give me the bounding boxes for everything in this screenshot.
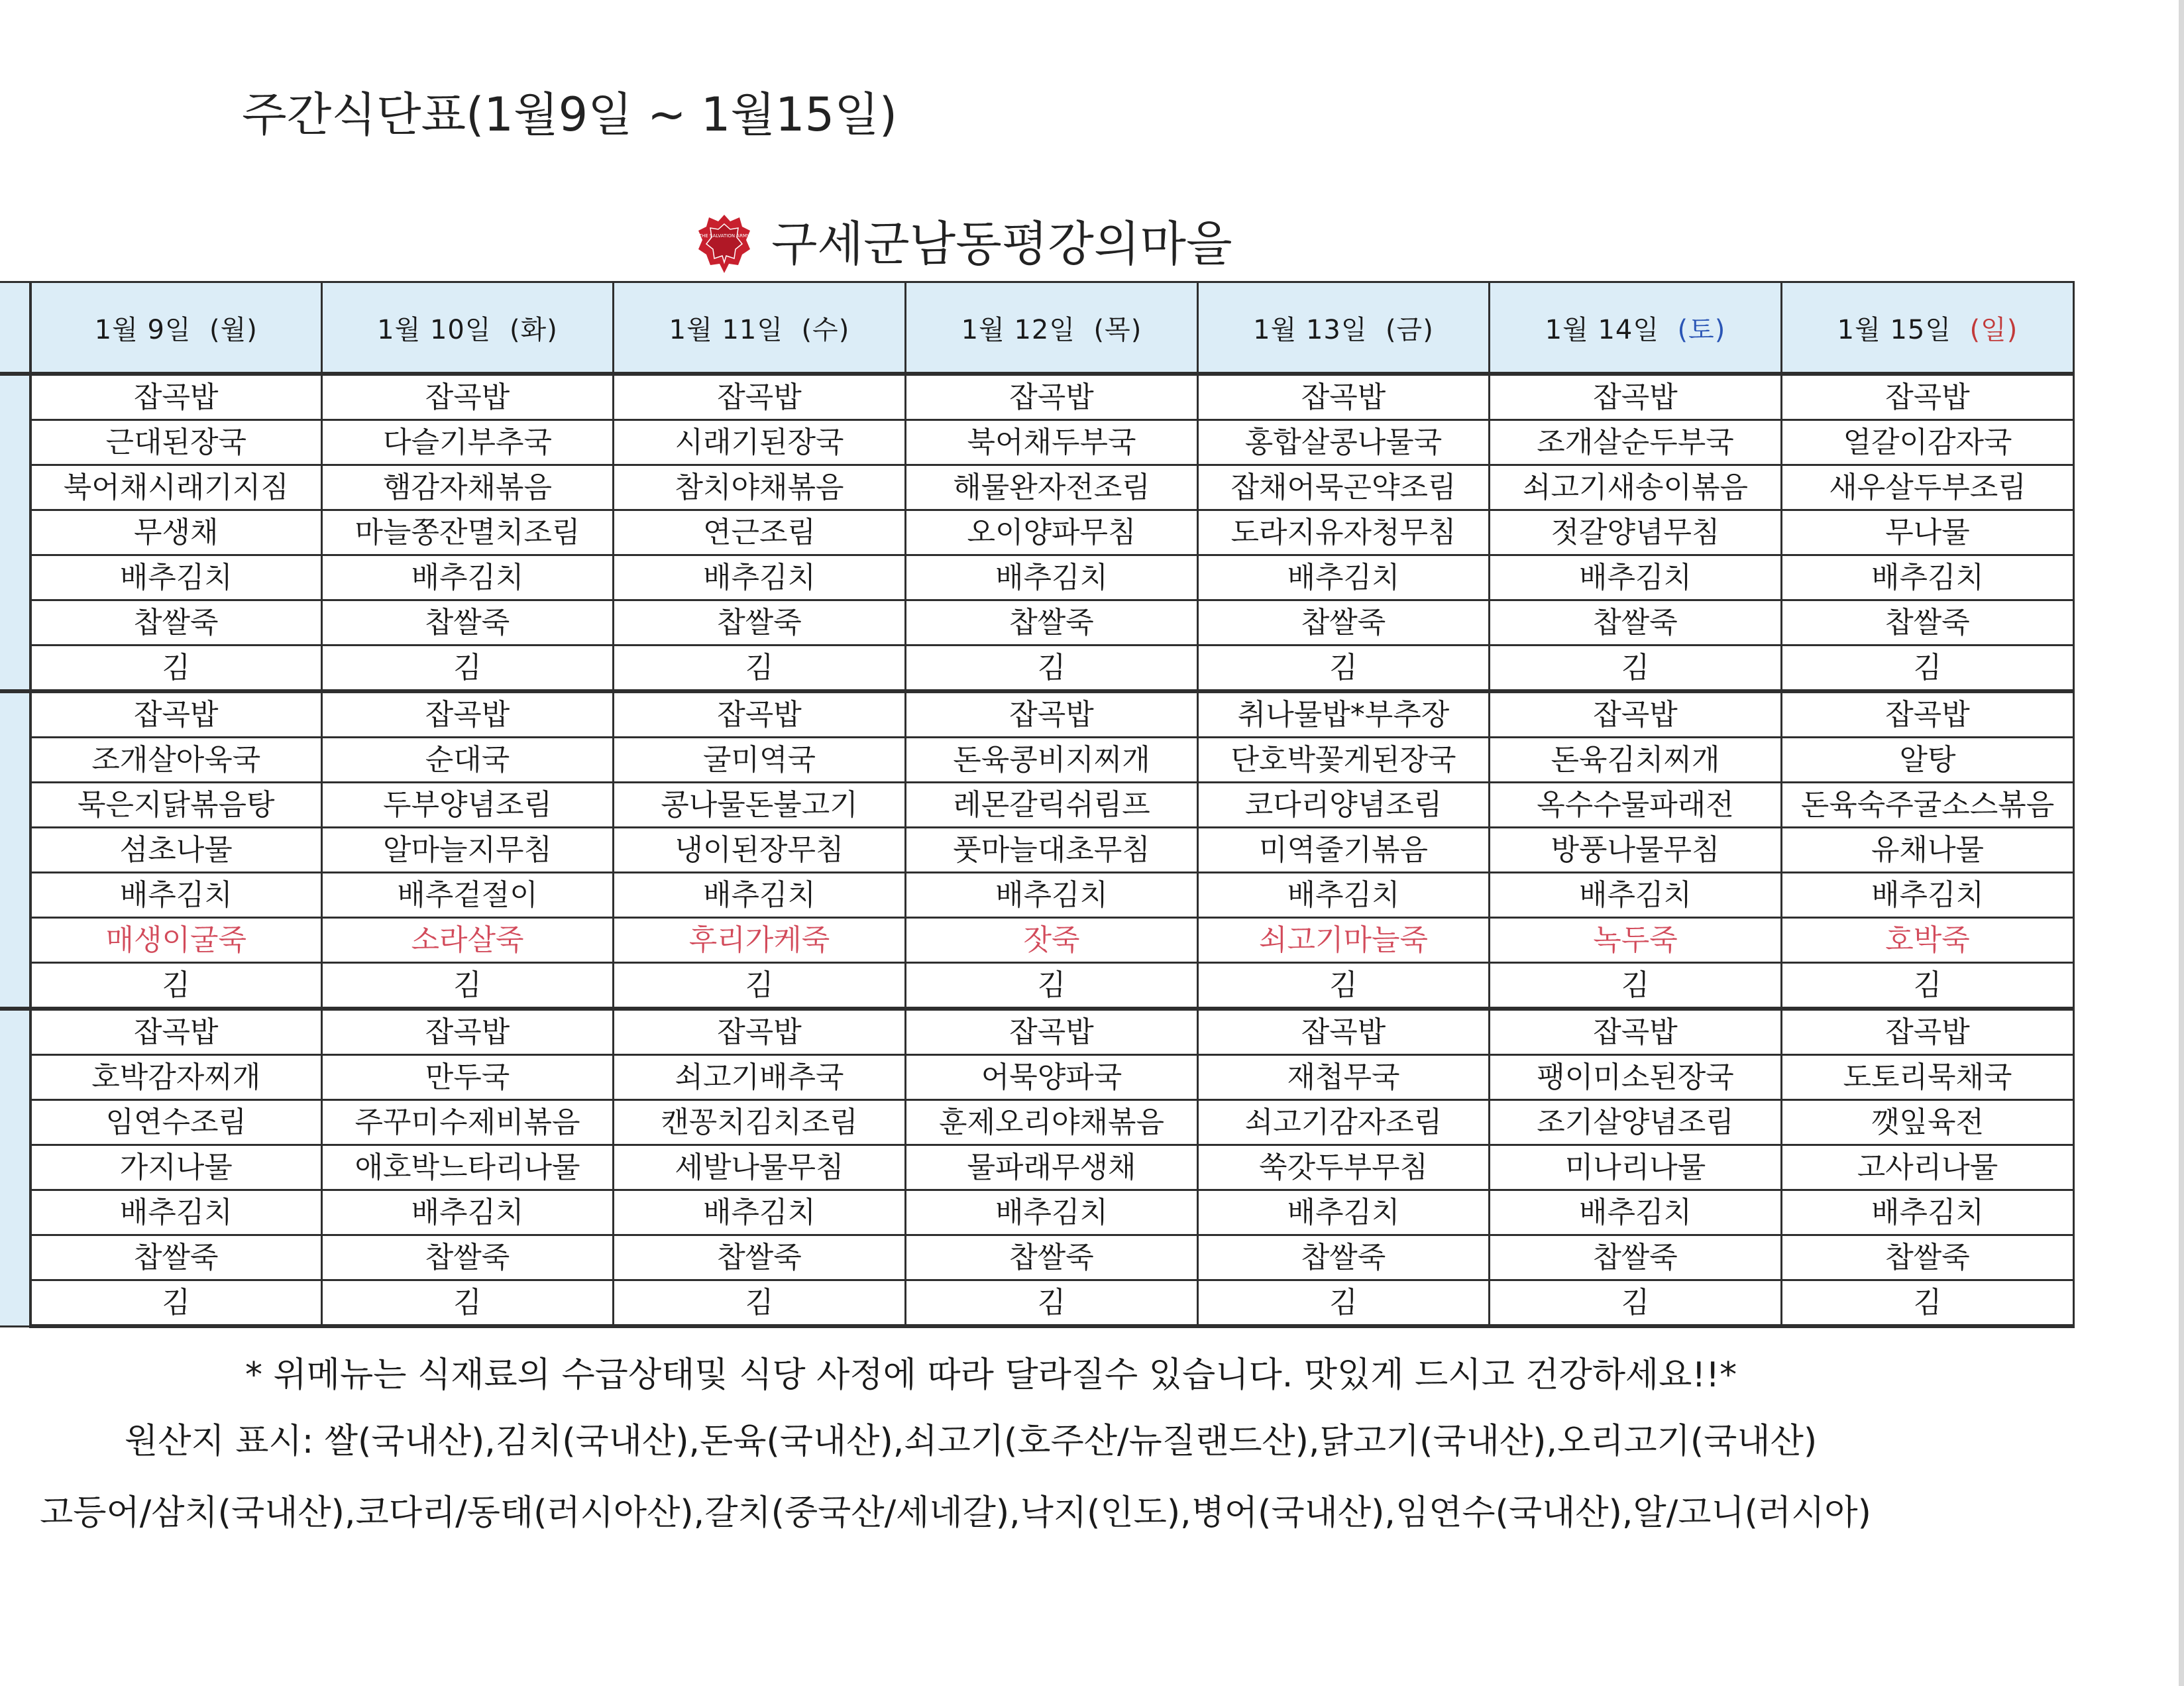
meal-label: [0, 691, 30, 1009]
menu-item: 김: [1782, 1280, 2074, 1327]
day-header: 1월 15일 (일): [1782, 282, 2074, 374]
menu-item: 배추김치: [1198, 873, 1490, 918]
menu-item: 배추김치: [906, 555, 1198, 600]
menu-item: 배추김치: [1782, 1190, 2074, 1235]
menu-item: 돈육김치찌개: [1490, 738, 1782, 783]
menu-item: 쇠고기감자조림: [1198, 1100, 1490, 1145]
menu-item: 잡곡밥: [1782, 1009, 2074, 1055]
menu-item: 배추김치: [1490, 1190, 1782, 1235]
menu-item: 찹쌀죽: [1198, 1235, 1490, 1280]
menu-item: 김: [906, 963, 1198, 1009]
menu-item: 콩나물돈불고기: [614, 783, 906, 828]
menu-item: 김: [322, 963, 614, 1009]
menu-item: 알마늘지무침: [322, 828, 614, 873]
menu-item: 미나리나물: [1490, 1145, 1782, 1190]
menu-item: 김: [1490, 646, 1782, 692]
menu-item: 찹쌀죽: [614, 1235, 906, 1280]
menu-row: [0, 510, 2074, 555]
menu-row: [0, 828, 2074, 873]
menu-row: [0, 691, 2074, 738]
page-title: 주간식단표(1월9일 ~ 1월15일): [242, 87, 898, 142]
menu-item: 참치야채볶음: [614, 465, 906, 510]
menu-item: 팽이미소된장국: [1490, 1055, 1782, 1100]
menu-item: 김: [1490, 963, 1782, 1009]
menu-item: 김: [30, 646, 322, 692]
menu-row: [0, 374, 2074, 420]
menu-item: 잡곡밥: [906, 691, 1198, 738]
menu-item: 배추김치: [614, 1190, 906, 1235]
menu-item: 유채나물: [1782, 828, 2074, 873]
meal-label: [0, 1009, 30, 1326]
menu-item: 햄감자채볶음: [322, 465, 614, 510]
menu-row: [0, 555, 2074, 600]
menu-item: 배추김치: [614, 873, 906, 918]
salvation-army-shield-icon: [696, 212, 753, 276]
menu-item: 캔꽁치김치조림: [614, 1100, 906, 1145]
menu-item: 배추김치: [614, 555, 906, 600]
menu-item: 잡곡밥: [906, 1009, 1198, 1055]
menu-item: 배추김치: [906, 1190, 1198, 1235]
menu-item: 찹쌀죽: [322, 1235, 614, 1280]
menu-row: [0, 600, 2074, 646]
menu-item: 잡채어묵곤약조림: [1198, 465, 1490, 510]
menu-item: 김: [1490, 1280, 1782, 1327]
day-header: 1월 12일 (목): [906, 282, 1198, 374]
origin-info-line-2: 고등어/삼치(국내산),코다리/동태(러시아산),갈치(중국산/세네갈),낙지(인도),병어(국내산),임연수(국내산),알/고니(러시아): [40, 1493, 1871, 1533]
header-corner: [0, 282, 30, 374]
menu-item: 북어채시래기지짐: [30, 465, 322, 510]
weekly-menu-table: [0, 281, 2075, 1328]
menu-row: [0, 918, 2074, 963]
menu-item: 녹두죽: [1490, 918, 1782, 963]
menu-item: 조기살양념조림: [1490, 1100, 1782, 1145]
organization-name: 구세군남동평강의마을: [771, 216, 1232, 272]
menu-item: 찹쌀죽: [30, 600, 322, 646]
menu-item: 김: [906, 646, 1198, 692]
org-header: [696, 211, 1232, 277]
menu-item: 배추김치: [322, 555, 614, 600]
menu-item: 젓갈양념무침: [1490, 510, 1782, 555]
menu-item: 단호박꽃게된장국: [1198, 738, 1490, 783]
menu-item: 김: [614, 646, 906, 692]
menu-item: 잡곡밥: [1782, 691, 2074, 738]
menu-item: 돈육콩비지찌개: [906, 738, 1198, 783]
menu-item: 김: [1198, 963, 1490, 1009]
menu-item: 김: [30, 963, 322, 1009]
menu-item: 냉이된장무침: [614, 828, 906, 873]
day-header: 1월 14일 (토): [1490, 282, 1782, 374]
menu-item: 찹쌀죽: [1782, 1235, 2074, 1280]
menu-item: 잡곡밥: [30, 691, 322, 738]
menu-item: 물파래무생채: [906, 1145, 1198, 1190]
menu-row: [0, 465, 2074, 510]
menu-item: 순대국: [322, 738, 614, 783]
menu-item: 찹쌀죽: [906, 600, 1198, 646]
menu-item: 도라지유자청무침: [1198, 510, 1490, 555]
day-header: 1월 13일 (금): [1198, 282, 1490, 374]
menu-item: 쇠고기마늘죽: [1198, 918, 1490, 963]
menu-item: 배추김치: [30, 555, 322, 600]
menu-item: 깻잎육전: [1782, 1100, 2074, 1145]
menu-item: 방풍나물무침: [1490, 828, 1782, 873]
menu-item: 오이양파무침: [906, 510, 1198, 555]
menu-item: 마늘쫑잔멸치조림: [322, 510, 614, 555]
menu-item: 잣죽: [906, 918, 1198, 963]
day-header: 1월 11일 (수): [614, 282, 906, 374]
menu-item: 무생채: [30, 510, 322, 555]
menu-item: 홍합살콩나물국: [1198, 420, 1490, 465]
menu-item: 북어채두부국: [906, 420, 1198, 465]
menu-item: 김: [322, 646, 614, 692]
menu-item: 돈육숙주굴소스볶음: [1782, 783, 2074, 828]
meal-label: [0, 374, 30, 691]
menu-item: 만두국: [322, 1055, 614, 1100]
menu-item: 다슬기부추국: [322, 420, 614, 465]
menu-item: 잡곡밥: [614, 1009, 906, 1055]
menu-item: 주꾸미수제비볶음: [322, 1100, 614, 1145]
menu-item: 잡곡밥: [30, 374, 322, 420]
menu-item: 배추김치: [322, 1190, 614, 1235]
menu-item: 잡곡밥: [1198, 1009, 1490, 1055]
menu-item: 굴미역국: [614, 738, 906, 783]
menu-item: 잡곡밥: [322, 374, 614, 420]
menu-item: 잡곡밥: [614, 691, 906, 738]
menu-item: 찹쌀죽: [614, 600, 906, 646]
menu-item: 두부양념조림: [322, 783, 614, 828]
menu-item: 새우살두부조림: [1782, 465, 2074, 510]
menu-row: [0, 1145, 2074, 1190]
menu-item: 애호박느타리나물: [322, 1145, 614, 1190]
menu-item: 배추김치: [1198, 1190, 1490, 1235]
menu-item: 섬초나물: [30, 828, 322, 873]
menu-item: 코다리양념조림: [1198, 783, 1490, 828]
menu-item: 잡곡밥: [322, 691, 614, 738]
menu-item: 얼갈이감자국: [1782, 420, 2074, 465]
menu-item: 고사리나물: [1782, 1145, 2074, 1190]
menu-item: 묵은지닭볶음탕: [30, 783, 322, 828]
menu-item: 김: [1198, 1280, 1490, 1327]
origin-info-line-1: 원산지 표시: 쌀(국내산),김치(국내산),돈육(국내산),쇠고기(호주산/뉴질랜드산),닭고기(국내산),오리고기(국내산): [125, 1422, 1818, 1461]
menu-item: 찹쌀죽: [322, 600, 614, 646]
menu-item: 취나물밥*부추장: [1198, 691, 1490, 738]
menu-item: 김: [1782, 963, 2074, 1009]
menu-item: 배추김치: [1782, 555, 2074, 600]
logo-text: THE SALVATION ARMY: [698, 233, 750, 239]
menu-item: 미역줄기볶음: [1198, 828, 1490, 873]
menu-item: 잡곡밥: [1490, 691, 1782, 738]
menu-item: 배추김치: [1490, 873, 1782, 918]
menu-item: 배추김치: [1198, 555, 1490, 600]
menu-item: 레몬갈릭쉬림프: [906, 783, 1198, 828]
menu-item: 근대된장국: [30, 420, 322, 465]
menu-item: 찹쌀죽: [1490, 600, 1782, 646]
menu-item: 알탕: [1782, 738, 2074, 783]
menu-item: 잡곡밥: [1490, 374, 1782, 420]
menu-item: 쑥갓두부무침: [1198, 1145, 1490, 1190]
menu-item: 재첩무국: [1198, 1055, 1490, 1100]
scan-edge: [2179, 0, 2184, 1686]
menu-item: 잡곡밥: [1198, 374, 1490, 420]
menu-item: 훈제오리야채볶음: [906, 1100, 1198, 1145]
menu-row: [0, 873, 2074, 918]
menu-item: 잡곡밥: [906, 374, 1198, 420]
menu-item: 김: [1198, 646, 1490, 692]
menu-item: 옥수수물파래전: [1490, 783, 1782, 828]
menu-row: [0, 738, 2074, 783]
day-header: 1월 9일 (월): [30, 282, 322, 374]
menu-item: 풋마늘대초무침: [906, 828, 1198, 873]
menu-row: [0, 963, 2074, 1009]
menu-item: 호박감자찌개: [30, 1055, 322, 1100]
menu-row: [0, 1009, 2074, 1055]
menu-item: 잡곡밥: [1490, 1009, 1782, 1055]
menu-item: 찹쌀죽: [906, 1235, 1198, 1280]
menu-item: 후리가케죽: [614, 918, 906, 963]
menu-row: [0, 1280, 2074, 1327]
menu-item: 호박죽: [1782, 918, 2074, 963]
menu-item: 시래기된장국: [614, 420, 906, 465]
menu-item: 배추겉절이: [322, 873, 614, 918]
menu-item: 매생이굴죽: [30, 918, 322, 963]
menu-notice: * 위메뉴는 식재료의 수급상태및 식당 사정에 따라 달라질수 있습니다. 맛있게 드시고 건강하세요!!*: [245, 1355, 1737, 1395]
menu-item: 김: [322, 1280, 614, 1327]
menu-item: 해물완자전조림: [906, 465, 1198, 510]
menu-item: 조개살순두부국: [1490, 420, 1782, 465]
menu-row: [0, 646, 2074, 692]
menu-item: 배추김치: [1490, 555, 1782, 600]
menu-body: [0, 374, 2074, 1326]
menu-row: [0, 1235, 2074, 1280]
menu-item: 배추김치: [30, 1190, 322, 1235]
menu-item: 김: [614, 963, 906, 1009]
header-row: [0, 282, 2074, 374]
menu-item: 찹쌀죽: [1782, 600, 2074, 646]
day-header: 1월 10일 (화): [322, 282, 614, 374]
menu-item: 찹쌀죽: [30, 1235, 322, 1280]
menu-item: 김: [614, 1280, 906, 1327]
menu-item: 찹쌀죽: [1490, 1235, 1782, 1280]
menu-item: 무나물: [1782, 510, 2074, 555]
menu-row: [0, 420, 2074, 465]
menu-item: 도토리묵채국: [1782, 1055, 2074, 1100]
menu-item: 임연수조림: [30, 1100, 322, 1145]
menu-item: 연근조림: [614, 510, 906, 555]
menu-item: 잡곡밥: [614, 374, 906, 420]
menu-item: 잡곡밥: [30, 1009, 322, 1055]
menu-item: 조개살아욱국: [30, 738, 322, 783]
menu-item: 잡곡밥: [322, 1009, 614, 1055]
menu-item: 쇠고기새송이볶음: [1490, 465, 1782, 510]
menu-item: 김: [906, 1280, 1198, 1327]
menu-row: [0, 1100, 2074, 1145]
menu-item: 김: [1782, 646, 2074, 692]
menu-item: 찹쌀죽: [1198, 600, 1490, 646]
menu-row: [0, 1190, 2074, 1235]
menu-item: 김: [30, 1280, 322, 1327]
menu-item: 세발나물무침: [614, 1145, 906, 1190]
menu-item: 잡곡밥: [1782, 374, 2074, 420]
menu-item: 배추김치: [906, 873, 1198, 918]
menu-item: 배추김치: [1782, 873, 2074, 918]
menu-item: 어묵양파국: [906, 1055, 1198, 1100]
menu-row: [0, 1055, 2074, 1100]
menu-item: 배추김치: [30, 873, 322, 918]
menu-item: 쇠고기배추국: [614, 1055, 906, 1100]
menu-row: [0, 783, 2074, 828]
menu-item: 소라살죽: [322, 918, 614, 963]
menu-item: 가지나물: [30, 1145, 322, 1190]
